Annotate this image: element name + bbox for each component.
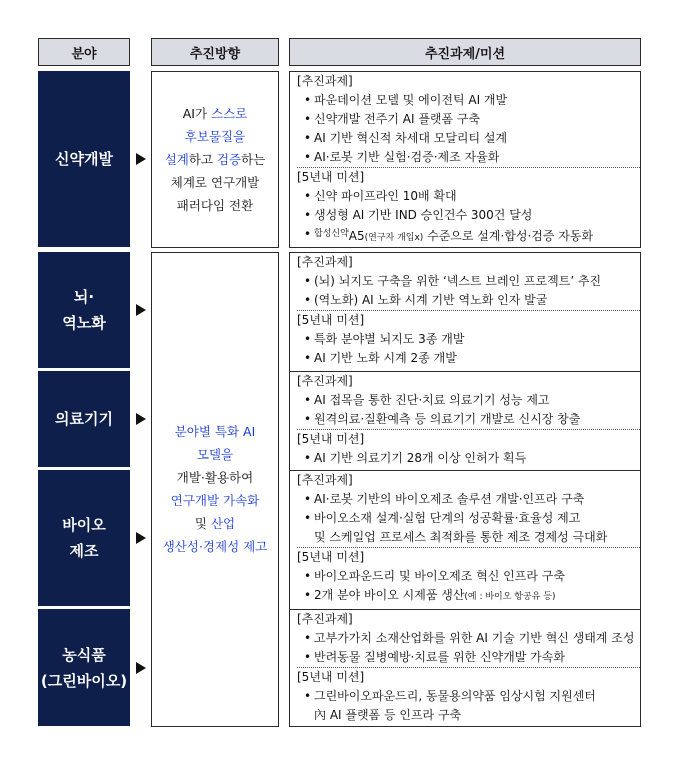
- header-direction-label: 추진방향: [189, 46, 241, 62]
- task-item: • 파운데이션 모델 및 에이전틱 AI 개발: [297, 91, 640, 110]
- arrow-icon: [136, 662, 146, 674]
- section-label: [5년내 미션]: [297, 310, 640, 330]
- field-label: 바이오: [62, 516, 106, 534]
- task-item: • 신약개발 전주기 AI 플랫폼 구축: [297, 110, 640, 129]
- mission-text: 2개 분야 바이오 시제품 생산: [314, 588, 465, 602]
- direction-text: 하고: [188, 151, 217, 167]
- section-label: [추진과제]: [297, 473, 353, 487]
- tasks-cell-brain: [289, 252, 641, 371]
- task-item: • 바이오소재 설계·실험 단계의 성공확률·효율성 제고: [297, 509, 640, 528]
- direction-text-highlight: 분야별 특화 AI: [174, 424, 256, 439]
- field-label: (그린바이오): [40, 671, 128, 690]
- direction-text: AI가: [182, 105, 212, 121]
- header-field-label: 분야: [71, 46, 97, 62]
- field-drug-discovery: [38, 71, 130, 247]
- mission-item: • AI 기반 의료기기 28개 이상 인허가 획득: [297, 449, 640, 468]
- section-label: [5년내 미션]: [297, 167, 640, 187]
- mission-item: • 신약 파이프라인 10배 확대: [297, 187, 640, 206]
- field-medical-devices: [38, 371, 130, 467]
- direction-bottom-border: [151, 726, 279, 727]
- mission-note: (예 : 바이오 항공유 등): [464, 592, 556, 602]
- task-item: • (역노화) AI 노화 시계 기반 역노화 인자 발굴: [297, 291, 640, 310]
- arrow-icon: [136, 413, 146, 425]
- direction-mid-border: [151, 247, 279, 248]
- direction-text-highlight: 연구개발 가속화: [170, 493, 260, 508]
- field-label: 농식품: [62, 645, 106, 664]
- mission-item: [297, 586, 640, 607]
- direction-text-highlight: 산업: [210, 516, 236, 531]
- tasks-cell-medical: [289, 371, 641, 470]
- field-agrifood: [38, 609, 130, 726]
- mission-superscript: 합성신약: [314, 229, 349, 239]
- arrow-icon: [136, 304, 146, 316]
- field-label: 역노화: [62, 314, 106, 332]
- task-item: • AI 접목을 통한 진단·치료 의료기기 성능 제고: [297, 391, 640, 410]
- field-label: 신약개발: [55, 150, 113, 168]
- section-label: [5년내 미션]: [297, 667, 640, 687]
- tasks-cell-bio: [289, 470, 641, 609]
- direction-text: 하는: [241, 151, 266, 167]
- mission-item: • 바이오파운드리 및 바이오제조 혁신 인프라 구축: [297, 567, 640, 586]
- mission-text: 수준으로 설계·합성·검증 자동화: [423, 229, 594, 243]
- direction-text-highlight: 스스로: [211, 105, 248, 121]
- task-item: • (뇌) 뇌지도 구축을 위한 ‘넥스트 브레인 프로젝트’ 추진: [297, 272, 640, 291]
- direction-2: [151, 252, 279, 726]
- mission-item-continuation: 內 AI 플랫폼 등 인프라 구축: [314, 708, 462, 722]
- header-field: [38, 38, 130, 66]
- section-label: [추진과제]: [297, 612, 353, 626]
- mission-text: A5: [348, 229, 365, 243]
- mission-item: • AI 기반 노화 시계 2종 개발: [297, 349, 640, 368]
- direction-text: 패러다임 전환: [176, 197, 254, 213]
- field-label: 뇌·: [73, 288, 95, 306]
- direction-text-highlight: 검증: [216, 151, 242, 167]
- task-item: • AI·로봇 기반 실험·검증·제조 자율화: [297, 148, 640, 167]
- tasks-cell-drug: [289, 71, 641, 247]
- section-label: [5년내 미션]: [297, 429, 640, 449]
- arrow-icon: [136, 153, 146, 165]
- mission-note: (연구자 개입x): [364, 233, 424, 243]
- mission-item: • 그린바이오파운드리, 동물용의약품 임상시험 지원센터: [297, 687, 640, 706]
- section-label: [5년내 미션]: [297, 547, 640, 567]
- arrow-icon: [136, 532, 146, 544]
- tasks-bottom-border: [289, 726, 641, 727]
- direction-1: [151, 71, 279, 247]
- task-item-continuation: 및 스케일업 프로세스 최적화를 통한 제조 경제성 극대화: [314, 530, 608, 544]
- direction-text-highlight: 후보물질을: [184, 128, 246, 144]
- section-label: [추진과제]: [297, 374, 353, 388]
- task-item: • 반려동물 질병예방·치료를 위한 신약개발 가속화: [297, 648, 640, 667]
- header-tasks-label: 추진과제/미션: [424, 46, 506, 62]
- direction-text-highlight: 설계: [164, 151, 189, 167]
- tasks-cell-agrifood: [289, 609, 641, 726]
- direction-text: 개발·활용하여: [176, 470, 254, 485]
- mission-item: [297, 225, 640, 248]
- field-bio-manufacturing: [38, 470, 130, 606]
- header-direction: [151, 38, 279, 66]
- field-brain-aging: [38, 252, 130, 368]
- direction-text: 및: [194, 516, 211, 531]
- task-item: • 원격의료·질환예측 등 의료기기 개발로 신시장 창출: [297, 410, 640, 429]
- mission-item: • 생성형 AI 기반 IND 승인건수 300건 달성: [297, 206, 640, 225]
- mission-item: • 특화 분야별 뇌지도 3종 개발: [297, 330, 640, 349]
- section-label: [추진과제]: [297, 255, 353, 269]
- direction-text: 체계로 연구개발: [170, 174, 260, 190]
- field-label: 제조: [69, 542, 99, 560]
- task-item: • 고부가가치 소재산업화를 위한 AI 기술 기반 혁신 생태계 조성: [297, 629, 640, 648]
- task-item: • AI 기반 혁신적 차세대 모달리티 설계: [297, 129, 640, 148]
- direction-text-highlight: 모델을: [196, 447, 234, 462]
- field-label: 의료기기: [55, 410, 113, 428]
- section-label: [추진과제]: [297, 74, 353, 88]
- direction-text-highlight: 생산성·경제성 제고: [162, 539, 268, 554]
- task-item: • AI·로봇 기반의 바이오제조 솔루션 개발·인프라 구축: [297, 490, 640, 509]
- header-tasks: [289, 38, 641, 66]
- row-border: [289, 247, 641, 248]
